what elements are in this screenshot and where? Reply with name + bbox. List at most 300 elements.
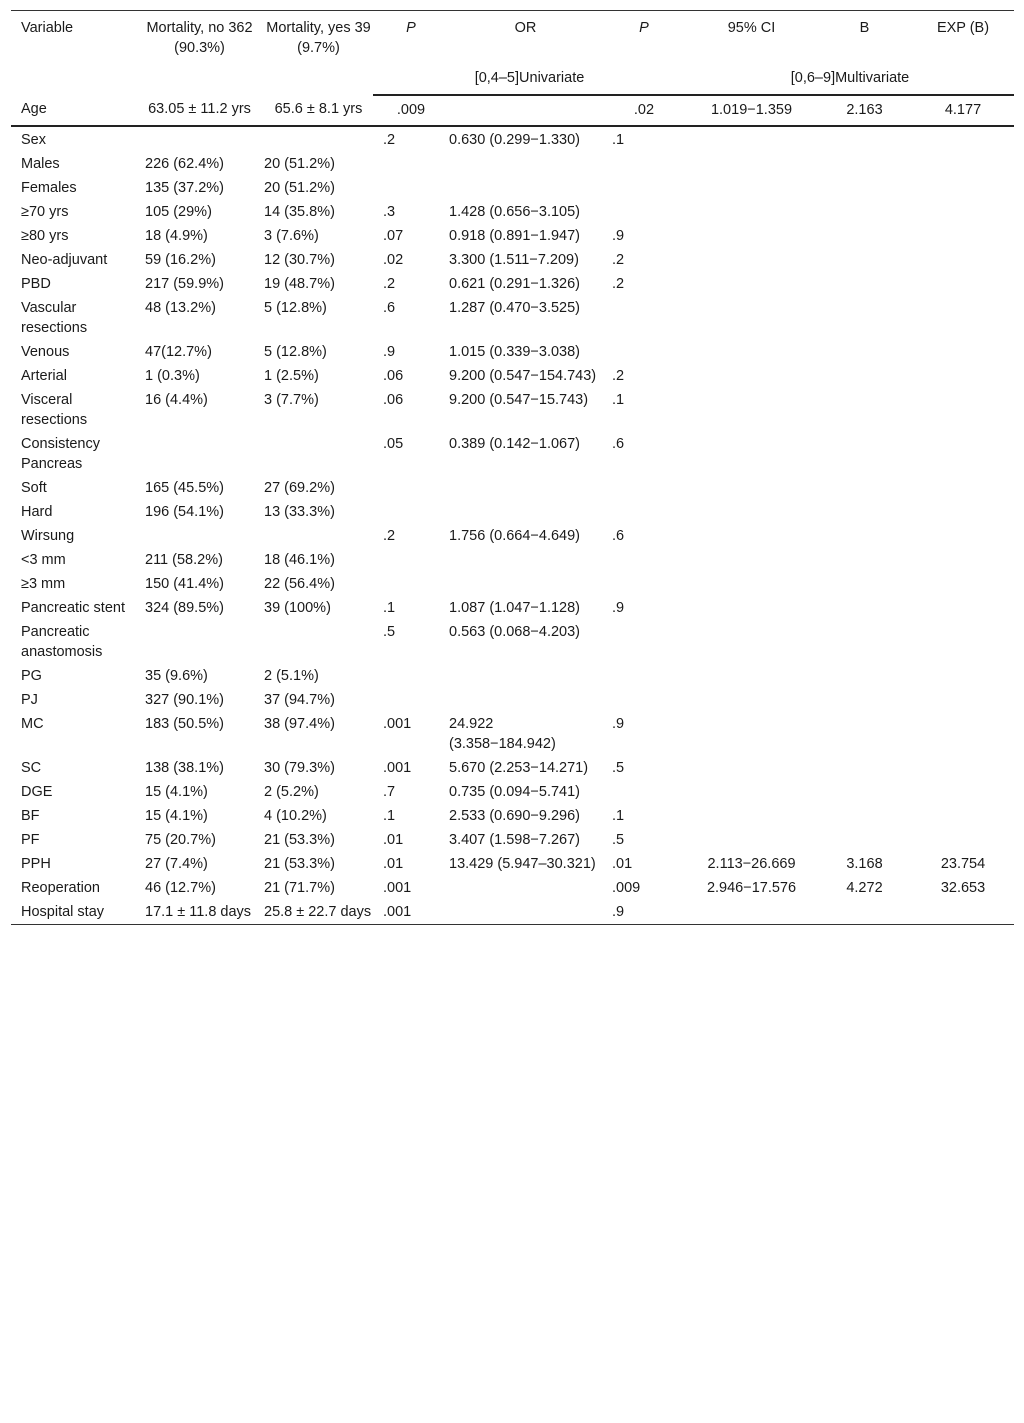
cell-p-multivariate <box>602 476 676 500</box>
cell-b <box>817 364 902 388</box>
cell-ci <box>676 176 817 200</box>
age-mortality-no: 63.05 ± 11.2 yrs <box>148 101 251 117</box>
mortality-table <box>11 10 1014 925</box>
cell-variable: DGE <box>21 784 53 800</box>
cell-mortality-yes <box>254 620 373 664</box>
cell-or: 0.735 (0.094−5.741) <box>449 784 581 800</box>
cell-expb <box>902 596 1014 620</box>
cell-p-univariate: .2 <box>383 528 396 544</box>
cell-b <box>817 272 902 296</box>
cell-mortality-yes: 1 (2.5%) <box>264 368 319 384</box>
cell-mortality-yes <box>254 126 373 152</box>
cell-mortality-yes <box>254 524 373 548</box>
cell-variable: BF <box>21 808 40 824</box>
table-row <box>11 272 1014 296</box>
cell-p-multivariate: .6 <box>612 436 625 452</box>
cell-variable: ≥80 yrs <box>21 228 69 244</box>
cell-mortality-yes: 38 (97.4%) <box>264 716 335 732</box>
cell-p-univariate: .05 <box>383 436 404 452</box>
cell-mortality-no: 196 (54.1%) <box>145 504 224 520</box>
cell-mortality-yes: 20 (51.2%) <box>264 156 335 172</box>
cell-or: 0.918 (0.891−1.947) <box>449 228 581 244</box>
table-row <box>11 476 1014 500</box>
cell-mortality-yes: 37 (94.7%) <box>264 692 335 708</box>
cell-expb <box>902 176 1014 200</box>
cell-ci <box>676 828 817 852</box>
age-p-univariate: .009 <box>396 102 426 118</box>
cell-p-multivariate: .6 <box>612 528 625 544</box>
cell-expb <box>902 828 1014 852</box>
cell-expb <box>902 248 1014 272</box>
table-row <box>11 248 1014 272</box>
cell-p-multivariate: .9 <box>612 904 625 920</box>
cell-b <box>817 152 902 176</box>
cell-mortality-no: 150 (41.4%) <box>145 576 224 592</box>
header-b: B <box>859 20 870 36</box>
cell-mortality-yes: 2 (5.1%) <box>264 668 319 684</box>
cell-ci <box>676 548 817 572</box>
cell-expb <box>902 780 1014 804</box>
cell-or <box>439 152 602 176</box>
cell-variable: ≥3 mm <box>21 576 66 592</box>
cell-variable: Venous <box>21 344 70 360</box>
cell-expb <box>902 712 1014 756</box>
cell-p-multivariate <box>602 152 676 176</box>
cell-p-multivariate: .5 <box>612 760 625 776</box>
cell-b <box>817 712 902 756</box>
cell-mortality-no: 135 (37.2%) <box>145 180 224 196</box>
cell-mortality-no <box>135 126 254 152</box>
cell-mortality-yes: 5 (12.8%) <box>264 344 327 360</box>
cell-ci <box>676 432 817 476</box>
cell-mortality-no: 27 (7.4%) <box>145 856 208 872</box>
cell-expb <box>902 500 1014 524</box>
cell-or: 0.563 (0.068−4.203) <box>449 624 581 640</box>
age-or <box>439 95 602 126</box>
cell-expb <box>902 224 1014 248</box>
cell-p-univariate <box>373 572 439 596</box>
cell-variable: Vascular resections <box>21 300 88 336</box>
header-row <box>11 11 1014 59</box>
cell-ci <box>676 664 817 688</box>
group-univariate: [0,4–5]Univariate <box>373 58 676 95</box>
cell-p-univariate <box>373 500 439 524</box>
cell-mortality-no: 15 (4.1%) <box>145 808 208 824</box>
cell-ci <box>676 126 817 152</box>
cell-expb <box>902 272 1014 296</box>
cell-or: 0.389 (0.142−1.067) <box>449 436 581 452</box>
cell-b: 3.168 <box>846 856 883 872</box>
cell-b <box>817 500 902 524</box>
cell-p-univariate: .9 <box>383 344 396 360</box>
cell-expb <box>902 476 1014 500</box>
cell-ci <box>676 900 817 925</box>
cell-or: 9.200 (0.547−154.743) <box>449 368 597 384</box>
cell-expb <box>902 688 1014 712</box>
cell-p-multivariate <box>602 688 676 712</box>
cell-b: 4.272 <box>846 880 883 896</box>
cell-b <box>817 248 902 272</box>
cell-or <box>439 476 602 500</box>
header-mortality-yes: Mortality, yes 39 (9.7%) <box>266 20 371 56</box>
age-row <box>11 95 1014 126</box>
cell-variable: Hospital stay <box>21 904 105 920</box>
cell-mortality-no: 17.1 ± 11.8 days <box>145 904 252 920</box>
table-row <box>11 664 1014 688</box>
table-row <box>11 804 1014 828</box>
cell-ci <box>676 620 817 664</box>
table-row <box>11 126 1014 152</box>
cell-or <box>439 572 602 596</box>
cell-ci <box>676 200 817 224</box>
cell-expb <box>902 524 1014 548</box>
cell-expb <box>902 620 1014 664</box>
cell-expb <box>902 364 1014 388</box>
cell-mortality-no: 15 (4.1%) <box>145 784 208 800</box>
table-row <box>11 388 1014 432</box>
cell-p-univariate: .1 <box>383 808 396 824</box>
cell-mortality-no: 327 (90.1%) <box>145 692 224 708</box>
cell-mortality-no: 138 (38.1%) <box>145 760 224 776</box>
cell-expb <box>902 340 1014 364</box>
cell-or: 9.200 (0.547−15.743) <box>449 392 589 408</box>
cell-expb <box>902 664 1014 688</box>
cell-variable: PBD <box>21 276 51 292</box>
cell-variable: Pancreatic anastomosis <box>21 624 103 660</box>
cell-p-multivariate: .2 <box>612 368 625 384</box>
cell-mortality-no: 217 (59.9%) <box>145 276 224 292</box>
cell-variable: Arterial <box>21 368 67 384</box>
cell-p-multivariate: .1 <box>612 808 625 824</box>
table-row <box>11 596 1014 620</box>
cell-b <box>817 126 902 152</box>
cell-mortality-yes: 18 (46.1%) <box>264 552 335 568</box>
cell-ci <box>676 524 817 548</box>
cell-p-multivariate <box>602 200 676 224</box>
cell-mortality-yes: 14 (35.8%) <box>264 204 335 220</box>
cell-p-multivariate <box>602 296 676 340</box>
cell-variable: Wirsung <box>21 528 75 544</box>
cell-mortality-no: 324 (89.5%) <box>145 600 224 616</box>
cell-b <box>817 296 902 340</box>
cell-expb <box>902 572 1014 596</box>
cell-or: 1.756 (0.664−4.649) <box>449 528 581 544</box>
cell-ci <box>676 152 817 176</box>
cell-or <box>439 664 602 688</box>
cell-p-univariate: .1 <box>383 600 396 616</box>
cell-variable: Consistency Pancreas <box>21 436 100 472</box>
cell-or <box>439 900 602 925</box>
cell-variable: ≥70 yrs <box>21 204 69 220</box>
cell-p-univariate: .2 <box>383 276 396 292</box>
cell-p-univariate <box>373 152 439 176</box>
cell-variable: SC <box>21 760 42 776</box>
cell-b <box>817 388 902 432</box>
cell-p-univariate: .5 <box>383 624 396 640</box>
table-row <box>11 828 1014 852</box>
cell-or: 1.015 (0.339−3.038) <box>449 344 581 360</box>
cell-variable: Visceral resections <box>21 392 88 428</box>
cell-mortality-yes: 30 (79.3%) <box>264 760 335 776</box>
cell-p-multivariate: .9 <box>612 228 625 244</box>
cell-or: 13.429 (5.947–30.321) <box>449 856 596 872</box>
cell-or: 1.287 (0.470−3.525) <box>449 300 581 316</box>
age-p-multivariate: .02 <box>633 102 655 118</box>
cell-mortality-yes: 2 (5.2%) <box>264 784 319 800</box>
cell-ci <box>676 572 817 596</box>
table-row <box>11 176 1014 200</box>
cell-p-multivariate: .01 <box>612 856 633 872</box>
table-row <box>11 296 1014 340</box>
cell-p-univariate <box>373 548 439 572</box>
cell-b <box>817 900 902 925</box>
cell-mortality-yes: 20 (51.2%) <box>264 180 335 196</box>
cell-variable: Reoperation <box>21 880 100 896</box>
cell-variable: <3 mm <box>21 552 66 568</box>
cell-mortality-yes: 39 (100%) <box>264 600 331 616</box>
cell-p-multivariate: .9 <box>612 600 625 616</box>
cell-mortality-no: 75 (20.7%) <box>145 832 216 848</box>
cell-or: 2.533 (0.690−9.296) <box>449 808 581 824</box>
header-p-univariate: P <box>406 20 416 36</box>
cell-or <box>439 176 602 200</box>
cell-variable: Females <box>21 180 77 196</box>
cell-mortality-no: 183 (50.5%) <box>145 716 224 732</box>
table-container <box>11 10 1014 925</box>
header-mortality-no: Mortality, no 362 (90.3%) <box>146 20 253 56</box>
cell-mortality-no: 59 (16.2%) <box>145 252 216 268</box>
cell-mortality-no: 165 (45.5%) <box>145 480 224 496</box>
cell-ci <box>676 340 817 364</box>
cell-b <box>817 176 902 200</box>
cell-ci: 2.113−26.669 <box>707 856 796 872</box>
cell-p-univariate: .001 <box>383 880 412 896</box>
table-row <box>11 548 1014 572</box>
cell-mortality-no: 105 (29%) <box>145 204 212 220</box>
cell-b <box>817 688 902 712</box>
cell-or: 0.621 (0.291−1.326) <box>449 276 581 292</box>
cell-mortality-no <box>135 432 254 476</box>
cell-b <box>817 596 902 620</box>
cell-mortality-no: 16 (4.4%) <box>145 392 208 408</box>
cell-ci <box>676 224 817 248</box>
cell-mortality-yes: 19 (48.7%) <box>264 276 335 292</box>
cell-mortality-yes: 13 (33.3%) <box>264 504 335 520</box>
table-row <box>11 712 1014 756</box>
cell-mortality-yes: 12 (30.7%) <box>264 252 335 268</box>
age-ci: 1.019−1.359 <box>710 102 793 118</box>
cell-mortality-yes: 22 (56.4%) <box>264 576 335 592</box>
header-or: OR <box>514 20 537 36</box>
cell-expb <box>902 900 1014 925</box>
cell-b <box>817 340 902 364</box>
cell-b <box>817 804 902 828</box>
cell-expb <box>902 388 1014 432</box>
cell-mortality-yes: 5 (12.8%) <box>264 300 327 316</box>
cell-or: 3.300 (1.511−7.209) <box>449 252 579 268</box>
group-multivariate: [0,6–9]Multivariate <box>676 58 1014 95</box>
cell-mortality-no: 48 (13.2%) <box>145 300 216 316</box>
cell-p-univariate: .07 <box>383 228 404 244</box>
cell-p-multivariate <box>602 620 676 664</box>
cell-expb <box>902 126 1014 152</box>
cell-p-multivariate: .9 <box>612 716 625 732</box>
cell-or <box>439 688 602 712</box>
table-row <box>11 500 1014 524</box>
cell-p-univariate: .2 <box>383 132 396 148</box>
cell-variable: Hard <box>21 504 53 520</box>
age-b: 2.163 <box>846 102 883 118</box>
table-row <box>11 524 1014 548</box>
cell-variable: Soft <box>21 480 47 496</box>
header-p-multivariate: P <box>639 20 649 36</box>
table-row <box>11 876 1014 900</box>
cell-p-multivariate: .1 <box>612 132 625 148</box>
cell-or: 0.630 (0.299−1.330) <box>449 132 581 148</box>
cell-p-multivariate: .2 <box>612 276 625 292</box>
cell-p-univariate: .06 <box>383 368 404 384</box>
cell-p-multivariate <box>602 780 676 804</box>
cell-b <box>817 476 902 500</box>
cell-mortality-no: 1 (0.3%) <box>145 368 200 384</box>
table-row <box>11 152 1014 176</box>
table-row <box>11 572 1014 596</box>
cell-ci <box>676 500 817 524</box>
cell-p-univariate: .7 <box>383 784 396 800</box>
cell-mortality-no: 211 (58.2%) <box>145 552 223 568</box>
cell-b <box>817 620 902 664</box>
table-row <box>11 780 1014 804</box>
cell-b <box>817 780 902 804</box>
cell-ci <box>676 476 817 500</box>
cell-b <box>817 200 902 224</box>
cell-variable: PJ <box>21 692 38 708</box>
cell-or: 1.428 (0.656−3.105) <box>449 204 581 220</box>
cell-p-univariate <box>373 664 439 688</box>
header-variable: Variable <box>21 20 74 36</box>
cell-p-multivariate <box>602 500 676 524</box>
cell-b <box>817 224 902 248</box>
cell-mortality-no <box>135 620 254 664</box>
cell-mortality-no: 18 (4.9%) <box>145 228 208 244</box>
cell-p-univariate <box>373 176 439 200</box>
cell-expb <box>902 200 1014 224</box>
cell-or: 1.087 (1.047−1.128) <box>449 600 581 616</box>
cell-mortality-no: 226 (62.4%) <box>145 156 224 172</box>
table-row <box>11 200 1014 224</box>
cell-b <box>817 548 902 572</box>
cell-expb <box>902 296 1014 340</box>
group-header-row <box>11 58 1014 95</box>
cell-mortality-yes: 3 (7.6%) <box>264 228 319 244</box>
cell-variable: Pancreatic stent <box>21 600 125 616</box>
cell-mortality-yes: 3 (7.7%) <box>264 392 319 408</box>
cell-p-univariate: .02 <box>383 252 404 268</box>
cell-mortality-yes: 21 (53.3%) <box>264 832 335 848</box>
cell-or: 3.407 (1.598−7.267) <box>449 832 581 848</box>
cell-variable: Sex <box>21 132 46 148</box>
cell-mortality-yes <box>254 432 373 476</box>
table-row <box>11 432 1014 476</box>
cell-expb: 32.653 <box>940 880 986 896</box>
cell-variable: MC <box>21 716 44 732</box>
cell-mortality-yes: 27 (69.2%) <box>264 480 335 496</box>
cell-b <box>817 828 902 852</box>
cell-mortality-no: 47(12.7%) <box>145 344 212 360</box>
cell-ci <box>676 364 817 388</box>
cell-or: 24.922 (3.358−184.942) <box>449 716 556 752</box>
cell-p-multivariate <box>602 664 676 688</box>
cell-p-univariate: .001 <box>383 904 412 920</box>
cell-p-univariate <box>373 476 439 500</box>
header-ci: 95% CI <box>727 20 776 36</box>
table-body <box>11 126 1014 925</box>
cell-mortality-yes: 21 (53.3%) <box>264 856 335 872</box>
cell-variable: PPH <box>21 856 51 872</box>
cell-p-multivariate <box>602 572 676 596</box>
cell-or: 5.670 (2.253−14.271) <box>449 760 589 776</box>
cell-p-multivariate: .2 <box>612 252 625 268</box>
cell-b <box>817 664 902 688</box>
cell-p-univariate: .6 <box>383 300 396 316</box>
table-row <box>11 620 1014 664</box>
header-expb: EXP (B) <box>936 20 990 36</box>
cell-expb <box>902 804 1014 828</box>
table-row <box>11 688 1014 712</box>
age-expb: 4.177 <box>944 102 982 118</box>
cell-ci <box>676 780 817 804</box>
table-row <box>11 364 1014 388</box>
cell-or <box>439 500 602 524</box>
cell-variable: PF <box>21 832 40 848</box>
cell-ci <box>676 388 817 432</box>
cell-or <box>439 548 602 572</box>
cell-expb <box>902 548 1014 572</box>
cell-p-multivariate: .5 <box>612 832 625 848</box>
cell-p-univariate: .06 <box>383 392 404 408</box>
cell-mortality-yes: 21 (71.7%) <box>264 880 335 896</box>
cell-ci <box>676 248 817 272</box>
cell-ci: 2.946−17.576 <box>706 880 797 896</box>
cell-p-multivariate <box>602 548 676 572</box>
cell-p-multivariate: .1 <box>612 392 625 408</box>
cell-ci <box>676 272 817 296</box>
cell-p-multivariate: .009 <box>612 880 641 896</box>
cell-p-univariate: .01 <box>383 832 404 848</box>
table-row <box>11 756 1014 780</box>
cell-mortality-yes: 25.8 ± 22.7 days <box>264 904 372 920</box>
cell-ci <box>676 296 817 340</box>
cell-or <box>439 876 602 900</box>
table-row <box>11 852 1014 876</box>
cell-ci <box>676 688 817 712</box>
cell-ci <box>676 756 817 780</box>
cell-p-multivariate <box>602 340 676 364</box>
table-row <box>11 224 1014 248</box>
cell-mortality-no: 46 (12.7%) <box>145 880 216 896</box>
cell-expb <box>902 432 1014 476</box>
cell-ci <box>676 712 817 756</box>
cell-ci <box>676 804 817 828</box>
cell-expb <box>902 756 1014 780</box>
cell-mortality-no: 35 (9.6%) <box>145 668 208 684</box>
cell-b <box>817 572 902 596</box>
cell-ci <box>676 596 817 620</box>
table-row <box>11 900 1014 925</box>
cell-mortality-no <box>135 524 254 548</box>
cell-p-univariate: .01 <box>383 856 404 872</box>
cell-p-multivariate <box>602 176 676 200</box>
